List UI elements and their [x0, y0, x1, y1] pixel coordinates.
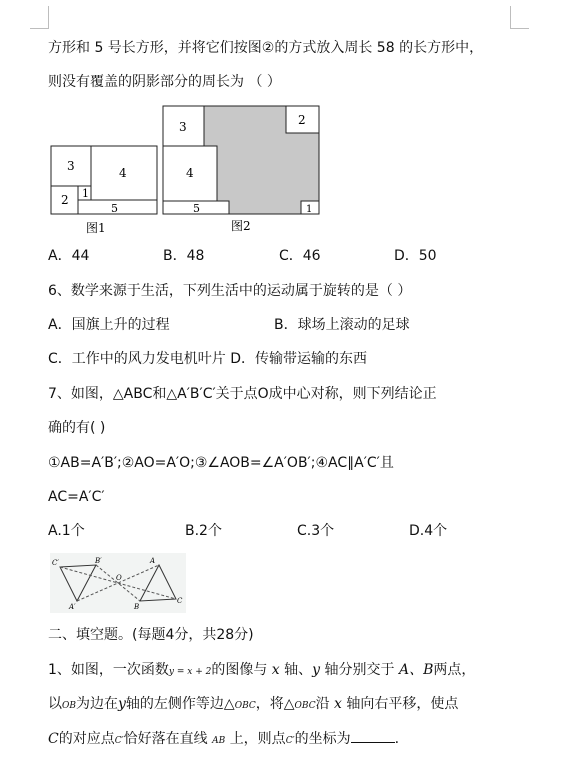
q7-text-line1: 7、如图，△ABC和△A′B′C′关于点O成中心对称，则下列结论正	[48, 386, 437, 402]
fig1-label-5: 5	[111, 202, 118, 215]
section-2-title: 二、填空题。(每题4分，共28分)	[48, 627, 254, 643]
q7-fig-label-a: A	[150, 557, 156, 565]
q7-fig-label-o: O	[116, 574, 122, 582]
q7-option-b: B.2个	[185, 523, 222, 539]
q5-figure-2	[160, 100, 322, 236]
q7-option-c: C.3个	[297, 523, 335, 539]
q5-option-c: C．46	[279, 248, 321, 264]
page-corner-mark-right	[510, 6, 529, 29]
q8-line2: 以OB为边在y轴的左侧作等边△OBC，将△OBC沿 x 轴向右平移，使点	[48, 696, 459, 712]
q5-option-d: D．50	[394, 248, 437, 264]
q7-text-line2: 确的有( )	[48, 420, 106, 436]
q7-fig-label-cprime: C′	[52, 559, 59, 567]
q5-option-a: A．44	[48, 248, 90, 264]
q7-text-line3: ①AB=A′B′;②AO=A′O;③∠AOB=∠A′OB′;④AC∥A′C′且	[48, 455, 394, 471]
q8-line3: C的对应点C′恰好落在直线 AB 上，则点C′的坐标为 .	[48, 731, 400, 747]
q7-fig-label-bprime: B′	[95, 557, 102, 565]
fig2-label-1: 1	[306, 204, 313, 215]
page-corner-mark-left	[30, 6, 49, 29]
q6-option-b: B．球场上滚动的足球	[274, 317, 410, 333]
fig2-label-2: 2	[298, 113, 306, 127]
q5-option-b: B．48	[163, 248, 205, 264]
q7-option-a: A.1个	[48, 523, 85, 539]
q7-options	[0, 521, 575, 541]
q5-options	[0, 246, 575, 266]
fig2-label-4: 4	[186, 166, 194, 180]
answer-blank[interactable]	[351, 730, 395, 743]
fig2-label-5: 5	[193, 202, 200, 215]
q7-text-line4: AC=A′C′	[48, 489, 105, 505]
q6-options-ab	[0, 315, 575, 335]
fig1-label-4: 4	[119, 166, 127, 180]
q5-text-line1: 方形和 5 号长方形，并将它们按图②的方式放入周长 58 的长方形中，	[48, 40, 484, 56]
fig1-caption: 图1	[86, 221, 106, 234]
fig1-label-3: 3	[67, 159, 75, 173]
q7-option-d: D.4个	[409, 523, 448, 539]
q7-fig-label-c: C	[177, 597, 183, 605]
q6-stem: 6、数学来源于生活，下列生活中的运动属于旋转的是（ ）	[48, 283, 412, 299]
fig1-label-1: 1	[82, 187, 89, 200]
q5-text-line2: 则没有覆盖的阴影部分的周长为 （ ）	[48, 74, 281, 90]
q8-line1: 1、如图，一次函数y = x + 2的图像与 x 轴、y 轴分别交于 A、B两点，	[48, 662, 476, 678]
q7-fig-label-b: B	[134, 603, 140, 611]
fig1-label-2: 2	[61, 193, 69, 207]
q7-figure	[50, 553, 186, 613]
q6-option-a: A．国旗上升的过程	[48, 317, 170, 333]
fig2-label-3: 3	[179, 120, 187, 134]
fig2-caption: 图2	[231, 219, 251, 233]
q6-options-cd: C．工作中的风力发电机叶片 D．传输带运输的东西	[48, 351, 368, 367]
q7-fig-label-aprime: A′	[69, 603, 76, 611]
q5-figure-1	[48, 142, 160, 234]
